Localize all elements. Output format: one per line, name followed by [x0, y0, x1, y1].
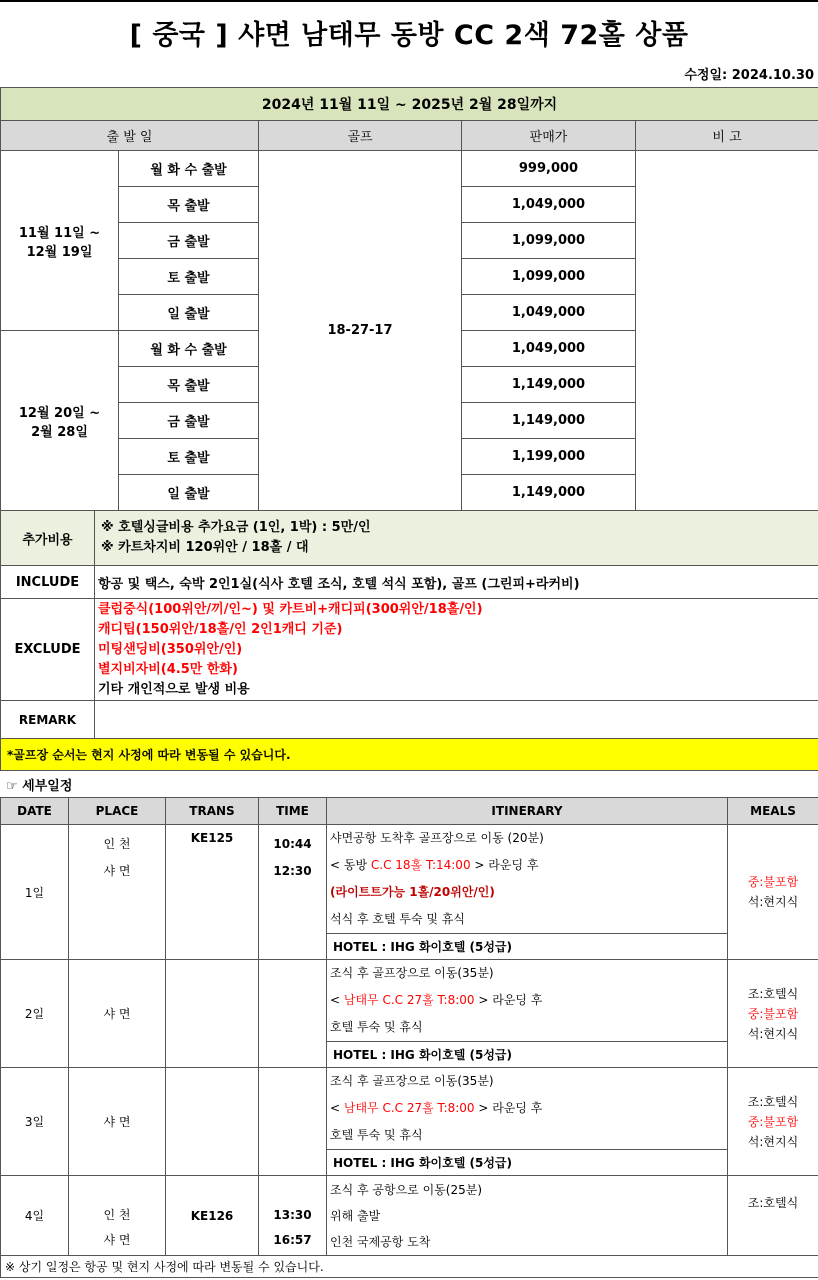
header-departure: 출 발 일 — [1, 121, 259, 151]
extra-cost-label: 추가비용 — [1, 511, 95, 566]
remark-text — [95, 701, 818, 739]
remarks-cell — [636, 151, 818, 511]
day-meals: 중:불포함 석:현지식 — [728, 825, 818, 960]
itinerary-day-2 — [1, 960, 818, 1068]
day-time: 10:44 12:30 — [259, 825, 327, 960]
price-cell: 1,099,000 — [462, 223, 636, 259]
price-cell: 1,049,000 — [462, 331, 636, 367]
day-date: 4일 — [1, 1176, 69, 1256]
price-cell: 1,049,000 — [462, 295, 636, 331]
day-date: 2일 — [1, 960, 69, 1068]
day-trans — [166, 1068, 259, 1176]
itinerary-day-1 — [1, 825, 818, 960]
price-cell: 1,099,000 — [462, 259, 636, 295]
day-time: 13:30 16:57 — [259, 1176, 327, 1256]
itin-header-date: DATE — [1, 798, 69, 825]
header-price: 판매가 — [462, 121, 636, 151]
exclude-label: EXCLUDE — [1, 599, 95, 701]
departure-day: 목 출발 — [119, 367, 259, 403]
departure-day: 토 출발 — [119, 259, 259, 295]
itin-header-trans: TRANS — [166, 798, 259, 825]
date-range-1: 11월 11일 ~ 12월 19일 — [1, 151, 119, 331]
header-golf: 골프 — [259, 121, 462, 151]
notice-banner: *골프장 순서는 현지 사정에 따라 변동될 수 있습니다. — [1, 739, 818, 771]
day-date: 1일 — [1, 825, 69, 960]
itin-header-meals: MEALS — [728, 798, 818, 825]
day-place: 샤 면 — [69, 960, 166, 1068]
day-meals: 조:호텔식 중:불포함 석:현지식 — [728, 1068, 818, 1176]
itin-header-itinerary: ITINERARY — [327, 798, 728, 825]
revision-date: 수정일: 2024.10.30 — [684, 68, 814, 83]
day-trans — [166, 960, 259, 1068]
extra-cost-text: ※ 호텔싱글비용 추가요금 (1인, 1박) : 5만/인 ※ 카트차지비 120위안 / 18홀 / 대 — [95, 511, 818, 566]
day-itinerary: 조식 후 공항으로 이동(25분) 위해 출발 인천 국제공항 도착 — [327, 1176, 728, 1256]
day-itinerary: 조식 후 골프장으로 이동(35분) < 남태무 C.C 27홀 T:8:00 > 라운딩 후 호텔 투숙 및 휴식 HOTEL : IHG 화이호텔 (5성급) — [327, 960, 728, 1068]
footer-note: ※ 상기 일정은 항공 및 현지 사정에 따라 변동될 수 있습니다. — [1, 1256, 818, 1278]
remark-label: REMARK — [1, 701, 95, 739]
day-meals: 조:호텔식 중:불포함 석:현지식 — [728, 960, 818, 1068]
day-meals: 조:호텔식 — [728, 1176, 818, 1256]
itin-header-time: TIME — [259, 798, 327, 825]
day-itinerary: 조식 후 골프장으로 이동(35분) < 남태무 C.C 27홀 T:8:00 > 라운딩 후 호텔 투숙 및 휴식 HOTEL : IHG 화이호텔 (5성급) — [327, 1068, 728, 1176]
day-place: 샤 면 — [69, 1068, 166, 1176]
price-cell: 999,000 — [462, 151, 636, 187]
price-cell: 1,149,000 — [462, 367, 636, 403]
header-remarks: 비 고 — [636, 121, 818, 151]
day-time — [259, 1068, 327, 1176]
price-cell: 1,049,000 — [462, 187, 636, 223]
include-text: 항공 및 택스, 숙박 2인1실(식사 호텔 조식, 호텔 석식 포함), 골프 (그린피+라커비) — [95, 566, 818, 599]
day-place: 인 천 샤 면 — [69, 825, 166, 960]
day-itinerary: 샤면공항 도착후 골프장으로 이동 (20분) < 동방 C.C 18홀 T:14:00 > 라운딩 후 (라이트트가능 1홀/20위안/인) 석식 후 호텔 투숙 및 휴식 HOTEL : IHG 화이호텔 (5성급) — [327, 825, 728, 960]
departure-day: 월 화 수 출발 — [119, 331, 259, 367]
price-table — [0, 87, 818, 511]
day-date: 3일 — [1, 1068, 69, 1176]
departure-day: 일 출발 — [119, 475, 259, 511]
info-table — [0, 510, 818, 771]
itinerary-day-3 — [1, 1068, 818, 1176]
page-title: [ 중국 ] 샤면 남태무 동방 CC 2색 72홀 상품 — [0, 0, 818, 62]
price-cell: 1,199,000 — [462, 439, 636, 475]
day-trans: KE125 — [166, 825, 259, 960]
departure-day: 토 출발 — [119, 439, 259, 475]
date-range-2: 12월 20일 ~ 2월 28일 — [1, 331, 119, 511]
itin-header-place: PLACE — [69, 798, 166, 825]
day-time — [259, 960, 327, 1068]
departure-day: 일 출발 — [119, 295, 259, 331]
itinerary-table — [0, 797, 818, 1278]
day-trans: KE126 — [166, 1176, 259, 1256]
price-cell: 1,149,000 — [462, 475, 636, 511]
itinerary-day-4 — [1, 1176, 818, 1256]
price-cell: 1,149,000 — [462, 403, 636, 439]
schedule-title: ☞ 세부일정 — [6, 779, 73, 794]
departure-day: 금 출발 — [119, 223, 259, 259]
golf-holes: 18-27-17 — [259, 151, 462, 511]
period-banner: 2024년 11월 11일 ~ 2025년 2월 28일까지 — [1, 88, 818, 121]
include-label: INCLUDE — [1, 566, 95, 599]
departure-day: 월 화 수 출발 — [119, 151, 259, 187]
departure-day: 금 출발 — [119, 403, 259, 439]
day-place: 인 천 샤 면 — [69, 1176, 166, 1256]
departure-day: 목 출발 — [119, 187, 259, 223]
exclude-text: 클럽중식(100위안/끼/인~) 및 카트비+캐디피(300위안/18홀/인) 캐디팁(150위안/18홀/인 2인1캐디 기준) 미팅샌딩비(350위안/인) 별지비자비(4.5만 한화) 기타 개인적으로 발생 비용 — [95, 599, 818, 701]
